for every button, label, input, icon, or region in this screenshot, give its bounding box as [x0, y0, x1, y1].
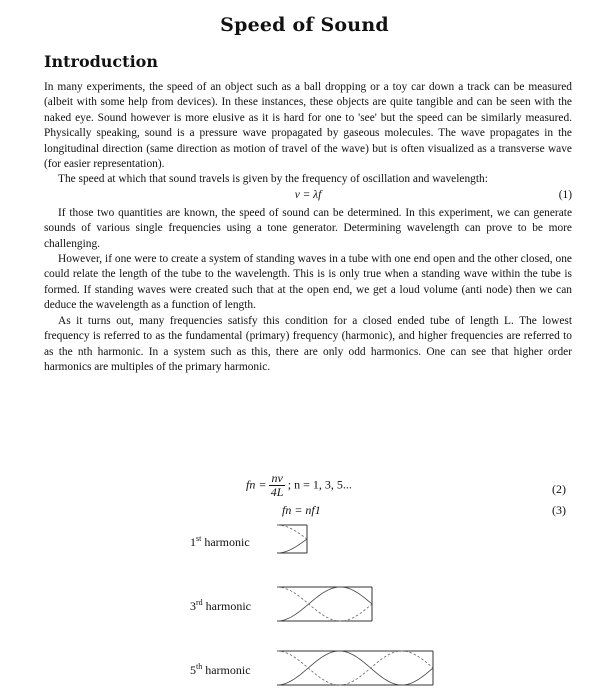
harmonic-5-suffix: th	[196, 662, 203, 671]
intro-body	[44, 80, 572, 375]
harmonic-5-word: harmonic	[205, 663, 251, 677]
harmonic-1-word: harmonic	[204, 535, 250, 549]
equation-1	[44, 188, 572, 206]
paragraph-2: The speed at which that sound travels is given by the frequency of oscillation and wavelength:	[58, 173, 488, 186]
section-heading: Introduction	[44, 52, 158, 71]
equation-2-rhs: ; n = 1, 3, 5...	[287, 477, 352, 492]
harmonic-3-diagram	[276, 586, 373, 622]
equation-3: fn = nf1	[282, 503, 321, 517]
wave-dashed	[277, 525, 307, 539]
equation-2	[246, 472, 352, 499]
harmonic-5-ordinal: 5	[190, 663, 196, 677]
harmonic-1-ordinal: 1	[190, 535, 196, 549]
harmonic-3-word: harmonic	[205, 599, 251, 613]
harmonic-5-diagram	[276, 650, 434, 686]
equation-1-body: v = λf	[294, 188, 322, 201]
equation-3-number: (3)	[552, 503, 566, 517]
page-title: Speed of Sound	[220, 14, 389, 36]
equation-2-fraction	[269, 472, 284, 499]
wave-solid	[277, 539, 307, 553]
equation-2-number: (2)	[552, 482, 566, 496]
paragraph-3: If those two quantities are known, the speed of sound can be determined. In this experiment, we can generate sounds of various single frequencies using a tone generator. Determining wavelength can prove to be more challenging.	[44, 206, 572, 250]
harmonic-3-ordinal: 3	[190, 599, 196, 613]
harmonic-label-1	[190, 534, 250, 550]
harmonic-label-3	[190, 598, 251, 614]
harmonic-1-diagram	[276, 524, 308, 554]
equation-1-number: (1)	[558, 188, 572, 201]
equation-2-denominator: 4L	[270, 485, 284, 499]
wave-solid	[277, 651, 433, 685]
harmonic-1-suffix: st	[196, 534, 202, 543]
wave-solid	[277, 587, 372, 621]
paragraph-1: In many experiments, the speed of an object such as a ball dropping or a toy car down a track can be measured (albeit with some help from devices). In these instances, these objects are quite tangible and can be seen with the naked eye. Sound however is more elusive as it is hard for one to 'see' but the speed can be similarly measured. Physically speaking, sound is a pressure wave propagated by gaseous molecules. The wave propagates in the longitudinal direction (same direction as motion of travel of the wave) but is often visualized as a transverse wave (for easier representation).	[44, 81, 572, 171]
harmonic-3-suffix: rd	[196, 598, 203, 607]
paragraph-5: As it turns out, many frequencies satisfy this condition for a closed ended tube of length L. The lowest frequency is referred to as the fundamental (primary) frequency (harmonic), and higher frequencies are referred to as the nth harmonic. In a system such as this, there are only odd harmonics. One can see that higher order harmonics are multiples of the primary harmonic.	[44, 314, 572, 373]
equation-2-lhs: fn =	[246, 477, 267, 492]
paragraph-4: However, if one were to create a system of standing waves in a tube with one end open and the other closed, one could relate the length of the tube to the wavelength. This is is only true when a standing wave within the tube is formed. If standing waves were created such that at the open end, we get a loud volume (anti node) then we can deduce the wavelength as a function of length.	[44, 253, 572, 312]
equation-2-numerator: nv	[271, 471, 283, 485]
harmonic-label-5	[190, 662, 251, 678]
